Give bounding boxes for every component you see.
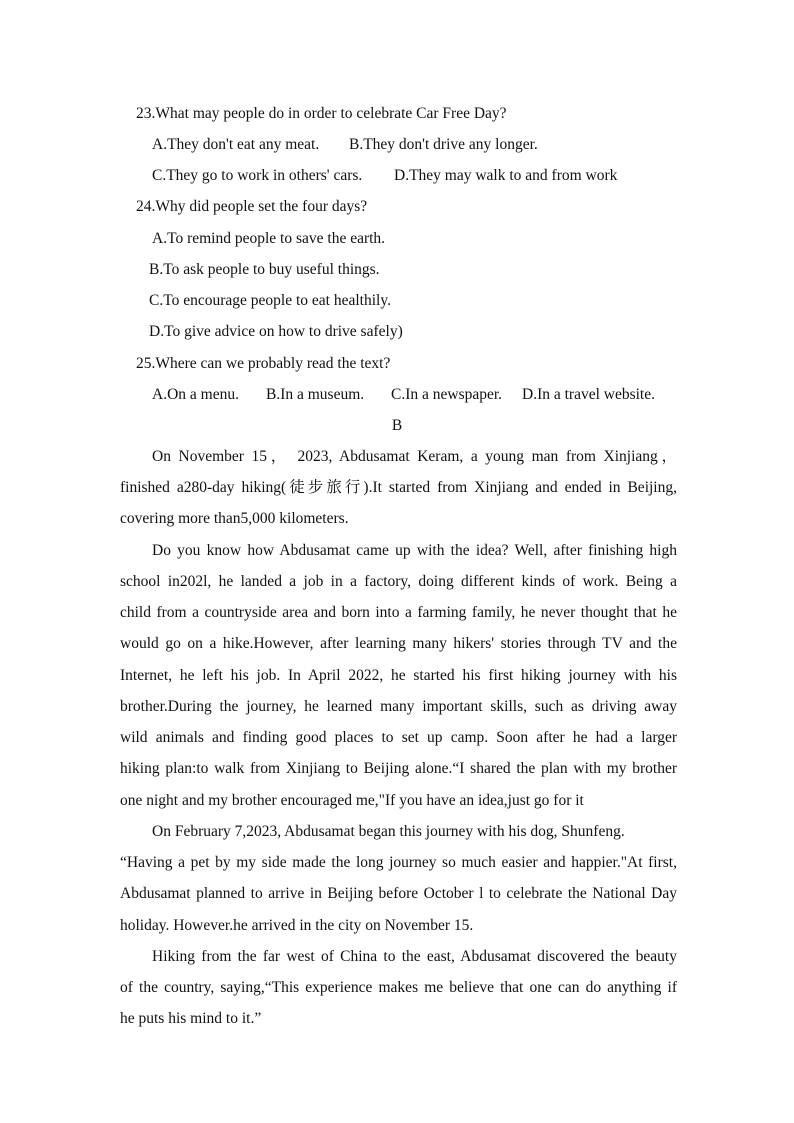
passage-line: On November 15， 2023, Abdusamat Keram, a young man from Xinjiang，	[152, 448, 677, 465]
question-25-option-d: D.In a travel website.	[522, 386, 655, 403]
question-23-option-d: D.They may walk to and from work	[394, 167, 618, 184]
passage-line: one night and my brother encouraged me,"If you have an idea,just go for it	[120, 792, 584, 809]
question-23-option-c: C.They go to work in others' cars.	[152, 167, 363, 184]
passage-line: Hiking from the far west of China to the east, Abdusamat discovered the beauty	[152, 948, 677, 965]
passage-line: Abdusamat planned to arrive in Beijing before October l to celebrate the National Day	[120, 885, 677, 902]
question-25-option-c: C.In a newspaper.	[391, 386, 503, 403]
section-heading: B	[391, 417, 403, 434]
passage-line: Internet, he left his job. In April 2022, he started his first hiking journey with his	[120, 667, 677, 684]
passage-line: of the country, saying,“This experience makes me believe that one can do anything if	[120, 979, 677, 996]
passage-line: wild animals and finding good places to set up camp. Soon after he had a larger	[120, 729, 677, 746]
passage-line: On February 7,2023, Abdusamat began this journey with his dog, Shunfeng.	[152, 823, 625, 840]
question-25-option-b: B.In a museum.	[266, 386, 365, 403]
passage-line: Do you know how Abdusamat came up with the idea? Well, after finishing high	[152, 542, 677, 559]
question-23-option-b: B.They don't drive any longer.	[349, 136, 538, 153]
passage-line: covering more than5,000 kilometers.	[120, 510, 349, 527]
passage-line: child from a countryside area and born into a farming family, he never thought that he	[120, 604, 677, 621]
question-25-option-a: A.On a menu.	[152, 386, 239, 403]
question-23-stem: 23.What may people do in order to celebrate Car Free Day?	[136, 105, 507, 122]
question-24-stem: 24.Why did people set the four days?	[136, 198, 368, 215]
passage-line: he puts his mind to it.”	[120, 1010, 262, 1027]
passage-line: hiking plan:to walk from Xinjiang to Beijing alone.“I shared the plan with my brother	[120, 760, 677, 777]
question-25-stem: 25.Where can we probably read the text?	[136, 355, 391, 372]
question-24-option-c: C.To encourage people to eat healthily.	[149, 292, 391, 309]
passage-line: brother.During the journey, he learned many important skills, such as driving away	[120, 698, 677, 715]
question-24-option-a: A.To remind people to save the earth.	[152, 230, 386, 247]
question-24-option-d: D.To give advice on how to drive safely)	[149, 323, 403, 340]
question-23-option-a: A.They don't eat any meat.	[152, 136, 320, 153]
passage-line: school in202l, he landed a job in a factory, doing different kinds of work. Being a	[120, 573, 677, 590]
passage-line: holiday. However.he arrived in the city on November 15.	[120, 917, 474, 934]
passage-line: would go on a hike.However, after learning many hikers' stories through TV and the	[120, 635, 677, 652]
passage-line: “Having a pet by my side made the long journey so much easier and happier."At first,	[120, 854, 677, 871]
question-24-option-b: B.To ask people to buy useful things.	[149, 261, 380, 278]
passage-line: finished a280-day hiking(徒步旅行).It started from Xinjiang and ended in Beijing,	[120, 479, 677, 496]
